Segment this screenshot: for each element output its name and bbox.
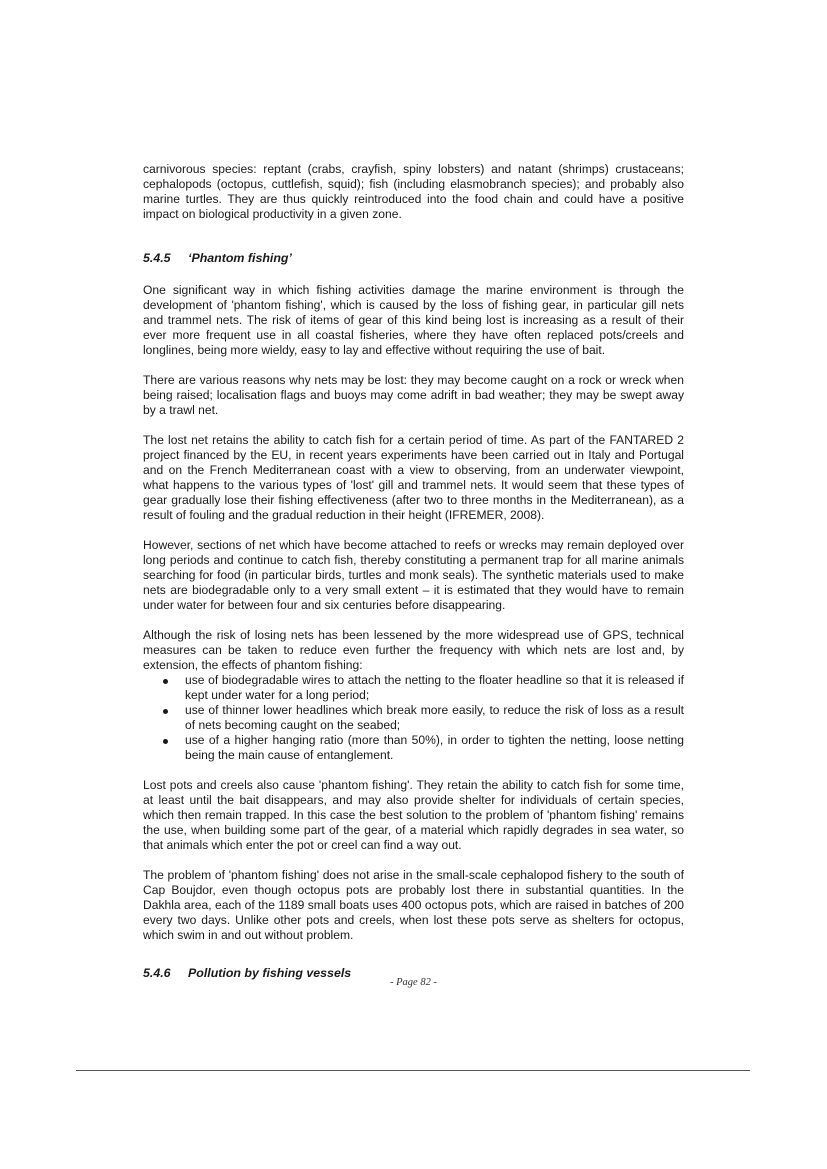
paragraph-reefs-wrecks: However, sections of net which have become attached to reefs or wrecks may remain deployed over long periods and continue to catch fish, thereby constituting a permanent trap for all marine animals searching for food (in particular birds, turtles and monk seals). The synthetic materials used to make nets are biodegradable only to a very small extent – it is estimated that they would have to remain under water for between four and six centuries before disappearing. [143,538,684,612]
list-item [143,703,684,733]
intro-paragraph: carnivorous species: reptant (crabs, crayfish, spiny lobsters) and natant (shrimps) crustaceans; cephalopods (octopus, cuttlefish, squid); fish (including elasmobranch species); and probably also marine turtles. They are thus quickly reintroduced into the food chain and could have a positive impact on biological productivity in a given zone. [143,162,684,221]
section-number: 5.4.5 [143,251,171,265]
section-heading-5-4-5 [143,251,684,266]
footer-divider [76,1070,750,1071]
page-number: - Page 82 - [390,977,437,988]
bullet-icon [163,679,168,684]
paragraph-fantared-project: The lost net retains the ability to catch fish for a certain period of time. As part of the FANTARED 2 project financed by the EU, in recent years experiments have been carried out in Italy and Portugal and on the French Mediterranean coast with a view to observing, from an underwater viewpoint, what happens to the various types of 'lost' gill and trammel nets. It would seem that these types of gear gradually lose their fishing effectiveness (after two to three months in the Mediterranean), as a result of fouling and the gradual reduction in their height (IFREMER, 2008). [143,433,684,522]
paragraph-lost-pots-creels: Lost pots and creels also cause 'phantom fishing'. They retain the ability to catch fish for some time, at least until the bait disappears, and may also provide shelter for individuals of certain species, which then remain trapped. In this case the best solution to the problem of 'phantom fishing' remains the use, when building some part of the gear, of a material which rapidly degrades in sea water, so that animals which enter the pot or creel can find a way out. [143,778,684,852]
paragraph-cap-boujdor: The problem of 'phantom fishing' does not arise in the small-scale cephalopod fishery to the south of Cap Boujdor, even though octopus pots are probably lost there in substantial quantities. In the Dakhla area, each of the 1189 small boats uses 400 octopus pots, which are raised in batches of 200 every two days. Unlike other pots and creels, when lost these pots serve as shelters for octopus, which swim in and out without problem. [143,868,684,942]
paragraph-reasons-nets-lost: There are various reasons why nets may be lost: they may become caught on a rock or wreck when being raised; localisation flags and buoys may come adrift in bad weather; they may be swept away by a trawl net. [143,373,684,417]
list-item-text: use of biodegradable wires to attach the netting to the floater headline so that it is released if kept under water for a long period; [185,673,684,702]
bullet-icon [163,709,168,714]
measures-list [143,673,684,763]
section-number: 5.4.6 [143,966,171,980]
paragraph-phantom-fishing-definition: One significant way in which fishing activities damage the marine environment is through the development of 'phantom fishing', which is caused by the loss of fishing gear, in particular gill nets and trammel nets. The risk of items of gear of this kind being lost is increasing as a result of their ever more frequent use in all coastal fisheries, where they have often replaced pots/creels and longlines, being more wieldy, easy to lay and effective without requiring the use of bait. [143,283,684,357]
section-title: Pollution by fishing vessels [188,966,352,980]
list-item-text: use of thinner lower headlines which break more easily, to reduce the risk of loss as a result of nets becoming caught on the seabed; [185,703,684,732]
list-item [143,733,684,763]
page-content [143,162,684,981]
list-item-text: use of a higher hanging ratio (more than 50%), in order to tighten the netting, loose netting being the main cause of entanglement. [185,733,684,762]
list-item [143,673,684,703]
section-title: ‘Phantom fishing’ [188,251,292,265]
paragraph-technical-measures: Although the risk of losing nets has been lessened by the more widespread use of GPS, technical measures can be taken to reduce even further the frequency with which nets are lost and, by extension, the effects of phantom fishing: [143,628,684,672]
bullet-icon [163,739,168,744]
